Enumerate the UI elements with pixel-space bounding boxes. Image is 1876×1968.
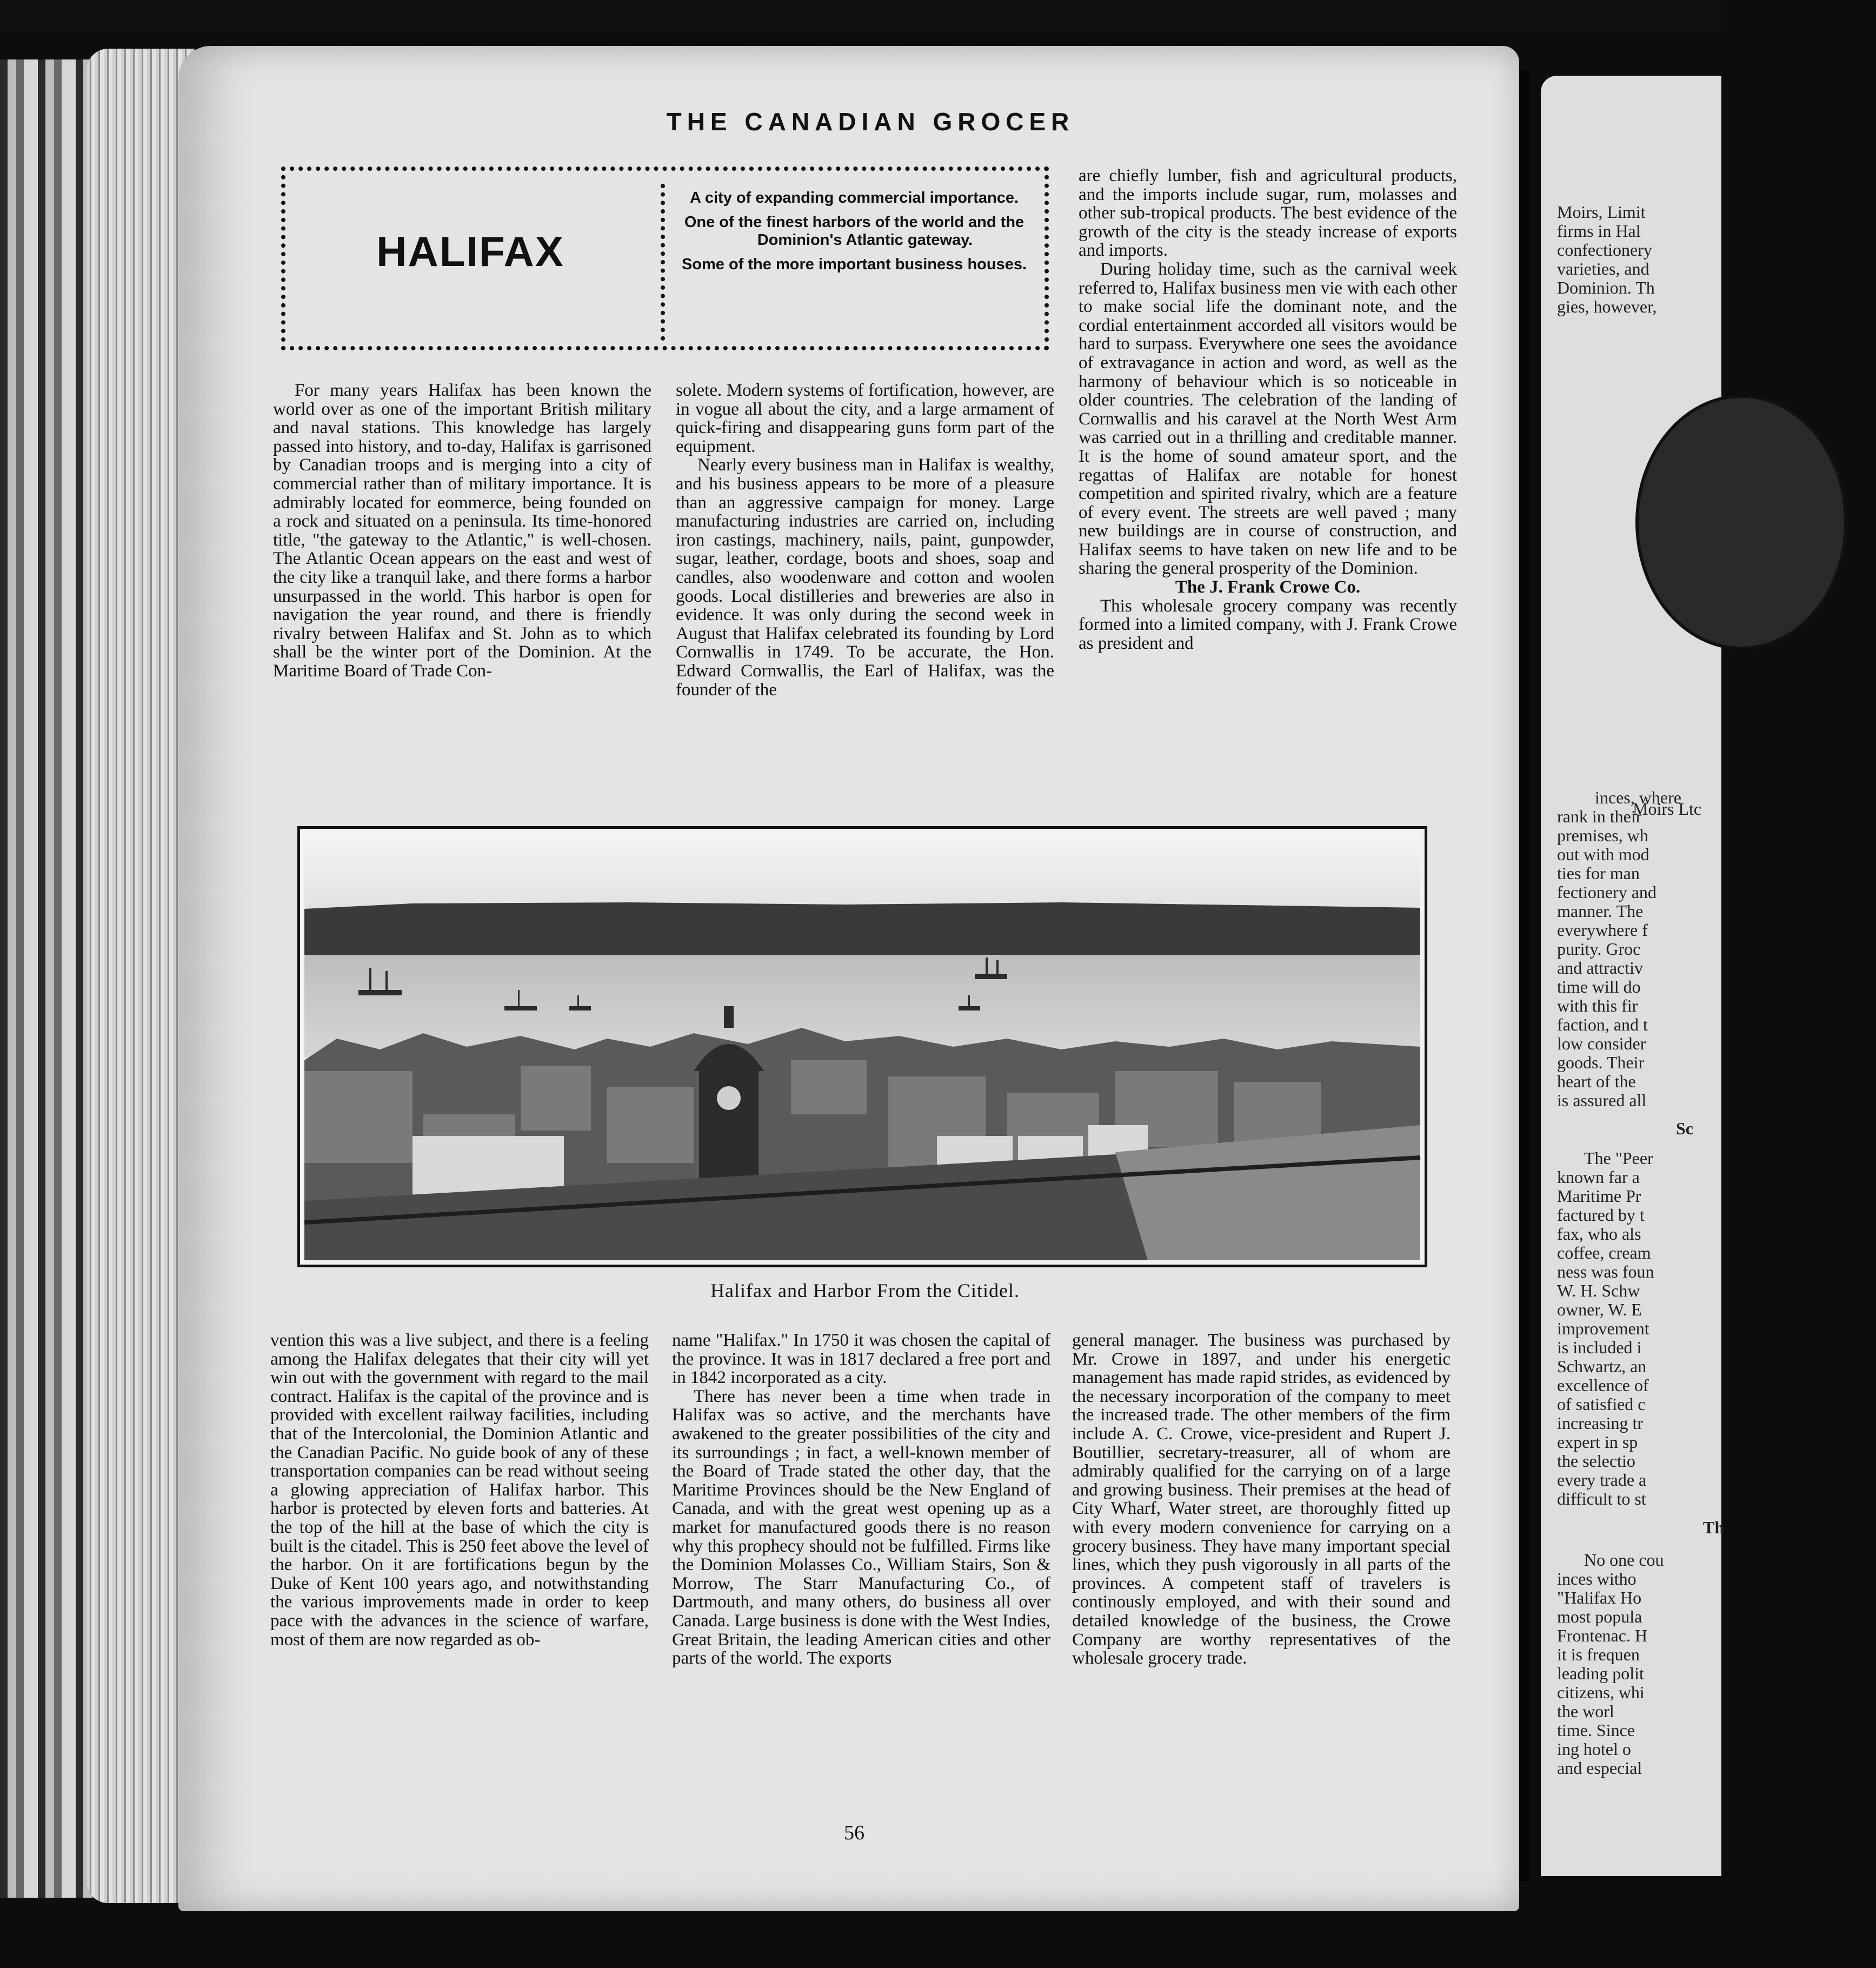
text-line: manner. The xyxy=(1557,901,1644,921)
text-line: owner, W. E xyxy=(1557,1300,1642,1319)
gutter-shadow xyxy=(1519,70,1530,1881)
text-line: fectionery and xyxy=(1557,882,1657,902)
text-line: it is frequen xyxy=(1557,1645,1640,1664)
column-2-top xyxy=(676,381,1054,699)
text-line: the worl xyxy=(1557,1701,1614,1721)
factory-photo xyxy=(1635,395,1847,650)
text-line: No one cou xyxy=(1584,1550,1664,1570)
scan-border xyxy=(0,0,1721,32)
halifax-harbor-photo xyxy=(297,826,1427,1267)
deck-line: Some of the more important business houses. xyxy=(681,256,1027,273)
adjacent-page xyxy=(1541,76,1725,1876)
section-subhead: Sc xyxy=(1676,1119,1693,1138)
text-line: factured by t xyxy=(1557,1205,1645,1225)
text-line: confectionery xyxy=(1557,240,1652,260)
paragraph: During holiday time, such as the carnival week referred to, Halifax business men vie with each other to make social life the dominant note, and the cordial entertainment accorded all visitors would be hard to surpass. Everywhere one sees the avoidance of extravagance in action and word, as well as the harmony of behaviour which is so noticeable in older countries. The celebration of the landing of Cornwallis and his caravel at the North West Arm was carried out in a thrilling and creditable manner. It is the home of sound amateur sport, and the regattas of Halifax are notable for honest competition and spirited rivalry, which are a feature of every event. The streets are well paved ; many new buildings are in course of construction, and Halifax seems to have taken on new life and to be sharing the general prosperity of the Dominion. xyxy=(1079,259,1457,579)
text-line: expert in sp xyxy=(1557,1432,1638,1452)
text-line: fax, who als xyxy=(1557,1224,1641,1244)
harbor-illustration xyxy=(304,833,1420,1260)
paragraph: name "Halifax." In 1750 it was chosen the capital of the province. It was in 1817 declared a free port and in 1842 incorporated as a city. xyxy=(672,1331,1050,1388)
paragraph: vention this was a live subject, and there is a feeling among the Halifax delegates that their city will yet win out with the government with regard to the mail contract. Halifax is the capital of the province and is provided with excellent railway facilities, including that of the Intercolonial, the Dominion Atlantic and the Canadian Pacific. No guide book of any of these transportation companies can be read without seeing a glowing appreciation of Halifax harbor. This harbor is protected by eleven forts and batteries. At the top of the hill at the base of which the city is built is the citadel. This is 250 feet above the level of the harbor. On it are fortifications begun by the Duke of Kent 100 years ago, and notwithstanding the various improvements made in order to keep pace with the advances in the science of warfare, most of them are now regarded as ob- xyxy=(270,1331,649,1650)
text-line: known far a xyxy=(1557,1167,1640,1187)
text-line: ness was foun xyxy=(1557,1262,1654,1281)
text-line: firms in Hal xyxy=(1557,221,1641,241)
text-line: heart of the xyxy=(1557,1072,1636,1091)
section-subhead: The J. Frank Crowe Co. xyxy=(1175,577,1361,597)
paragraph: There has never been a time when trade in Halifax was so active, and the merchants have awakened to the greater possibilities of the city and its surroundings ; in fact, a well-known member of the Board of Trade stated the other day, that the Maritime Provinces should be the New England of Canada, and with the great west opening up as a market for manufactured goods there is no reason why this prophecy should not be fulfilled. Firms like the Dominion Molasses Co., William Stairs, Son & Morrow, The Starr Manufacturing Co., of Dartmouth, and many others, do business all over Canada. Large business is done with the West Indies, Great Britain, the leading American cities and other parts of the world. The exports xyxy=(672,1386,1050,1668)
deck-line: One of the finest harbors of the world and the Dominion's Atlantic gateway. xyxy=(684,214,1025,249)
text-line: is assured all xyxy=(1557,1091,1647,1110)
text-line: Schwartz, an xyxy=(1557,1357,1647,1376)
text-line: everywhere f xyxy=(1557,920,1648,940)
running-head: THE CANADIAN GROCER xyxy=(666,108,1075,136)
page-number: 56 xyxy=(844,1821,864,1844)
text-line: time will do xyxy=(1557,977,1641,996)
photo-caption: Halifax and Harbor From the Citidel. xyxy=(710,1280,1020,1301)
text-line: time. Since xyxy=(1557,1720,1635,1740)
text-line: ties for man xyxy=(1557,863,1640,883)
text-line: of satisfied c xyxy=(1557,1394,1646,1414)
text-line: inces witho xyxy=(1557,1569,1636,1588)
text-line: inces, where xyxy=(1595,788,1681,807)
text-line: low consider xyxy=(1557,1034,1646,1053)
column-3-top xyxy=(1079,167,1457,653)
text-line: faction, and t xyxy=(1557,1015,1648,1034)
text-line: "Halifax Ho xyxy=(1557,1588,1642,1607)
paragraph: solete. Modern systems of fortification, however, are in vogue all about the city, and a large armament of quick-firing and disappearing guns form part of the equipment. xyxy=(676,381,1054,456)
text-line: The "Peer xyxy=(1584,1148,1653,1168)
article-deck xyxy=(681,189,1027,280)
text-line: ing hotel o xyxy=(1557,1739,1631,1759)
column-3-bottom xyxy=(1072,1331,1451,1668)
text-line: premises, wh xyxy=(1557,826,1648,845)
section-subhead: Th xyxy=(1703,1518,1725,1537)
text-line: excellence of xyxy=(1557,1375,1649,1395)
text-line: every trade a xyxy=(1557,1470,1647,1490)
text-line: is included i xyxy=(1557,1338,1642,1357)
text-line: Moirs, Limit xyxy=(1557,202,1646,222)
text-line: goods. Their xyxy=(1557,1053,1645,1072)
deck-line: A city of expanding commercial importance. xyxy=(689,189,1019,207)
text-line: the selectio xyxy=(1557,1451,1635,1471)
text-line: with this fir xyxy=(1557,996,1638,1015)
text-line: purity. Groc xyxy=(1557,939,1641,959)
paragraph: are chiefly lumber, fish and agricultural products, and the imports include sugar, rum, molasses and other sub-tropical products. The best evidence of the growth of the city is the steady increase of exports and imports. xyxy=(1079,166,1457,261)
paragraph: general manager. The business was purchased by Mr. Crowe in 1897, and under his energetic management has made rapid strides, as evidenced by the necessary incorporation of the company to meet the increased trade. The other members of the firm include A. C. Crowe, vice-president and Rupert J. Boutillier, secretary-treasurer, all of whom are admirably qualified for the carrying on of a large and growing business. Their premises at the head of City Wharf, Water street, are thoroughly fitted up with every modern convenience for carrying on a grocery business. They have many important special lines, which they push vigorously in all parts of the provinces. A competent staff of travelers is continously employed, and with their sound and detailed knowledge of the business, the Crowe Company are worthy representatives of the wholesale grocery trade. xyxy=(1072,1331,1451,1668)
text-line: out with mod xyxy=(1557,845,1649,864)
text-line: leading polit xyxy=(1557,1664,1644,1683)
text-line: improvement xyxy=(1557,1319,1649,1338)
text-line: Dominion. Th xyxy=(1557,278,1655,297)
text-line: increasing tr xyxy=(1557,1413,1644,1433)
text-line: Frontenac. H xyxy=(1557,1626,1648,1645)
text-line: rank in their xyxy=(1557,807,1642,826)
column-2-bottom xyxy=(672,1331,1050,1668)
column-1-top xyxy=(273,381,651,681)
text-line: and especial xyxy=(1557,1758,1642,1778)
text-line: citizens, whi xyxy=(1557,1683,1645,1702)
text-line: coffee, cream xyxy=(1557,1243,1651,1262)
article-title: HALIFAX xyxy=(376,228,564,275)
text-line: gies, however, xyxy=(1557,297,1657,316)
text-line: most popula xyxy=(1557,1607,1642,1626)
title-box-divider xyxy=(661,184,665,341)
photo-caption: Moirs Ltc xyxy=(1633,799,1702,819)
paragraph: Nearly every business man in Halifax is wealthy, and his business appears to be more of a pleasure than an aggressive campaign for money. Large manufacturing industries are carried on, including iron castings, machinery, nails, paint, gunpowder, sugar, leather, cordage, boots and shoes, soap and candles, also woodenware and cotton and woolen goods. Local distilleries and breweries are also in evidence. It was only during the second week in August that Halifax celebrated its founding by Lord Cornwallis in 1749. To be accurate, the Hon. Edward Cornwallis, the Earl of Halifax, was the founder of the xyxy=(676,455,1054,700)
text-line: varieties, and xyxy=(1557,259,1649,278)
paragraph: For many years Halifax has been known the world over as one of the important British military and naval stations. This knowledge has largely passed into history, and to-day, Halifax is garrisoned by Canadian troops and is merging into a city of commercial rather than of military importance. It is admirably located for eommerce, being founded on a rock and situated on a peninsula. Its time-honored title, "the gateway to the Atlantic," is well-chosen. The Atlantic Ocean appears on the east and west of the city like a tranquil lake, and there forms a harbor unsurpassed in the world. This harbor is open for navigation the year round, and there is friendly rivalry between Halifax and St. John as to which shall be the winter port of the Dominion. At the Maritime Board of Trade Con- xyxy=(273,381,651,681)
paragraph: This wholesale grocery company was recently formed into a limited company, with J. Frank Crowe as president and xyxy=(1079,596,1457,653)
column-1-bottom xyxy=(270,1331,649,1649)
text-line: and attractiv xyxy=(1557,958,1644,978)
text-line: difficult to st xyxy=(1557,1489,1646,1508)
text-line: W. H. Schw xyxy=(1557,1281,1640,1300)
text-line: Maritime Pr xyxy=(1557,1186,1641,1206)
